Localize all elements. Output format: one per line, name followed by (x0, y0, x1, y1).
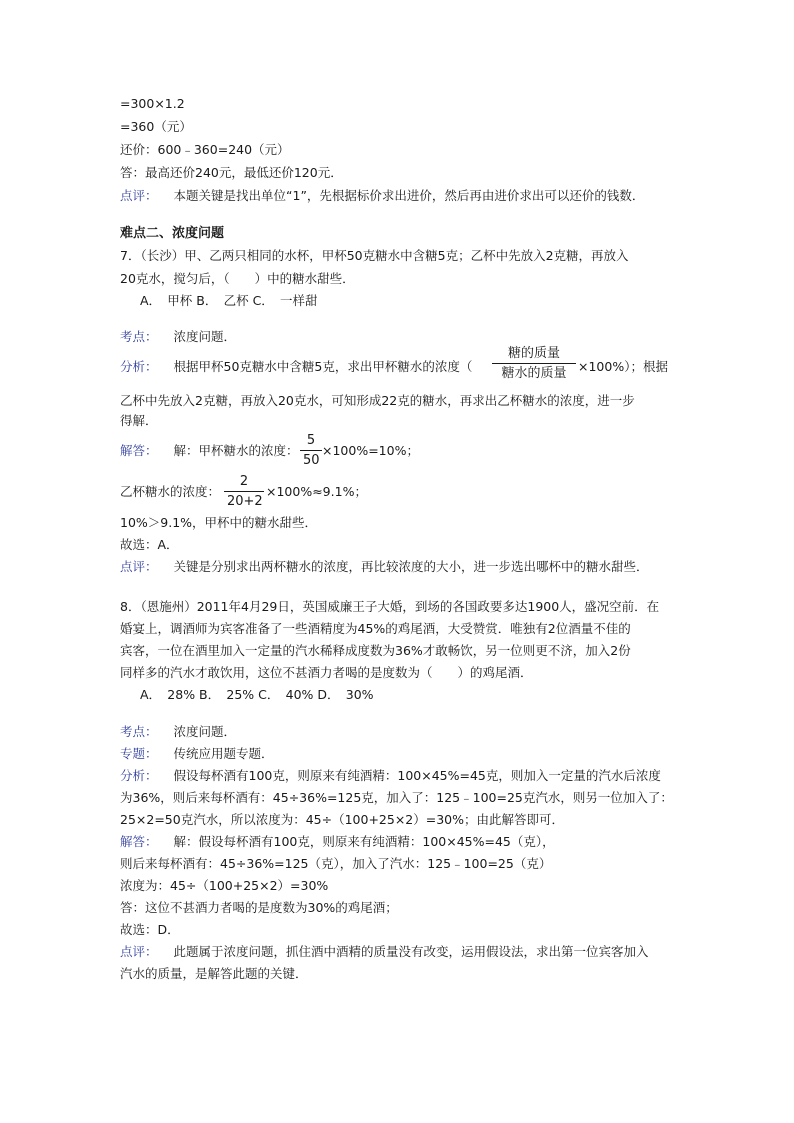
q8-kaodian-label: 考点： (120, 724, 158, 739)
calc-line-2: =360（元） (120, 119, 192, 134)
q7-stem-line-1: 7．（长沙）甲、乙两只相同的水杯，甲杯50克糖水中含糖5克；乙杯中先放入2克糖，再放入 (120, 248, 629, 263)
fraction-bar (300, 450, 322, 451)
fraction-bar (492, 363, 576, 364)
q7-comment-text: 关键是分别求出两杯糖水的浓度，再比较浓度的大小，进一步选出哪杯中的糖水甜些． (173, 559, 649, 574)
section-heading: 难点二、浓度问题 (120, 226, 225, 241)
answer-line: 答：最高还价240元，最低还价120元． (120, 165, 343, 180)
q7-yi-fraction (224, 473, 264, 510)
q7-jieda-text: 解：甲杯糖水的浓度： (173, 443, 299, 458)
q7-comment-label: 点评： (120, 559, 158, 574)
q8-jieda-line-3: 浓度为：45÷（100+25×2）=30% (120, 878, 329, 893)
q7-kaodian-text: 浓度问题． (173, 329, 237, 344)
q7-yi-text: 乙杯糖水的浓度： (120, 484, 221, 499)
q8-zhuanti-text: 传统应用题专题． (173, 746, 274, 761)
comment-label: 点评： (120, 188, 158, 203)
fraction-denominator: 50 (303, 453, 320, 468)
q7-fenxi-label: 分析： (120, 359, 158, 374)
q7-kaodian-label: 考点： (120, 329, 158, 344)
q8-kaodian-text: 浓度问题． (173, 724, 237, 739)
q8-zhuanti-label: 专题： (120, 746, 158, 761)
q8-fenxi-text-1: 假设每杯酒有100克，则原来有纯酒精：100×45%=45克，则加入一定量的汽水后浓度 (173, 768, 661, 783)
q8-stem-line-3: 宾客，一位在酒里加入一定量的汽水稀释成度数为36%才敢畅饮，另一位则更不济，加入2份 (120, 643, 631, 658)
q7-fenxi-line-2: 乙杯中先放入2克糖，再放入20克水，可知形成22克的糖水，再求出乙杯糖水的浓度，进一步 (120, 393, 635, 408)
q8-fenxi-line-1 (120, 766, 680, 786)
q8-comment-line-1 (120, 942, 680, 962)
q7-jieda-fraction (300, 432, 322, 469)
fraction-bar (224, 491, 264, 492)
q8-comment-text-1: 此题属于浓度问题，抓住酒中酒精的质量没有改变，运用假设法，求出第一位宾客加入 (173, 944, 649, 959)
fraction-numerator: 糖的质量 (507, 346, 560, 361)
q7-comment-line (120, 557, 680, 577)
q7-jieda-label: 解答： (120, 443, 158, 458)
comment-text: 本题关键是找出单位“1”，先根据标价求出进价，然后再由进价求出可以还价的钱数． (173, 188, 645, 203)
q7-yi-tail: ×100%≈9.1%； (266, 484, 367, 499)
calc-line-1: =300×1.2 (120, 96, 185, 111)
q8-fenxi-label: 分析： (120, 768, 158, 783)
q7-options: A． 甲杯 B． 乙杯 C． 一样甜 (140, 293, 318, 308)
fraction-denominator: 糖水的质量 (501, 366, 567, 381)
q8-comment-label: 点评： (120, 944, 158, 959)
q7-answer-line: 故选：A． (120, 537, 179, 552)
fraction-numerator: 5 (306, 433, 316, 448)
q7-jieda-tail: ×100%=10%； (322, 443, 419, 458)
q8-answer-line: 故选：D． (120, 922, 180, 937)
fraction-numerator: 2 (239, 474, 249, 489)
q8-fenxi-line-2: 为36%，则后来每杯酒有：45÷36%=125克，加入了：125﹣100=25克汽水，则另一位加入了： (120, 790, 673, 805)
q8-stem-line-2: 婚宴上，调酒师为宾客准备了一些酒精度为45%的鸡尾酒，大受赞赏．唯独有2位酒量不佳的 (120, 621, 631, 636)
q7-fenxi-text-a: 根据甲杯50克糖水中含糖5克，求出甲杯糖水的浓度（ (173, 359, 473, 374)
q8-jieda-label: 解答： (120, 834, 158, 849)
q7-compare-line: 10%＞9.1%，甲杯中的糖水甜些． (120, 515, 318, 530)
q7-stem-line-2: 20克水，搅匀后，（ ）中的糖水甜些． (120, 271, 355, 286)
q8-stem-line-4: 同样多的汽水才敢饮用，这位不甚酒力者喝的是度数为（ ）的鸡尾酒． (120, 665, 533, 680)
q8-jieda-text-1: 解：假设每杯酒有100克，则原来有纯酒精：100×45%=45（克）， (173, 834, 555, 849)
fraction-denominator: 20+2 (227, 494, 263, 509)
q8-jieda-line-2: 则后来每杯酒有：45÷36%=125（克），加入了汽水：125﹣100=25（克） (120, 856, 552, 871)
counter-offer-line: 还价：600﹣360=240（元） (120, 142, 290, 157)
q7-fenxi-line-3: 得解． (120, 413, 158, 428)
comment-line (120, 186, 680, 206)
q7-fenxi-text-b: ×100%）；根据 (578, 359, 668, 374)
q8-jieda-line-4: 答：这位不甚酒力者喝的是度数为30%的鸡尾酒； (120, 900, 398, 915)
q8-zhuanti (120, 744, 680, 764)
q8-jieda-line-1 (120, 832, 680, 852)
q8-fenxi-line-3: 25×2=50克汽水，所以浓度为：45÷（100+25×2）=30%；由此解答即可． (120, 812, 565, 827)
q7-kaodian (120, 327, 680, 347)
q8-kaodian (120, 722, 680, 742)
q8-comment-line-2: 汽水的质量，是解答此题的关键． (120, 966, 308, 981)
q8-options: A． 28% B． 25% C． 40% D． 30% (140, 687, 374, 702)
q7-fenxi-fraction (492, 345, 576, 382)
q8-stem-line-1: 8．（恩施州）2011年4月29日，英国威廉王子大婚，到场的各国政要多达1900人，盛况空前．在 (120, 599, 660, 614)
